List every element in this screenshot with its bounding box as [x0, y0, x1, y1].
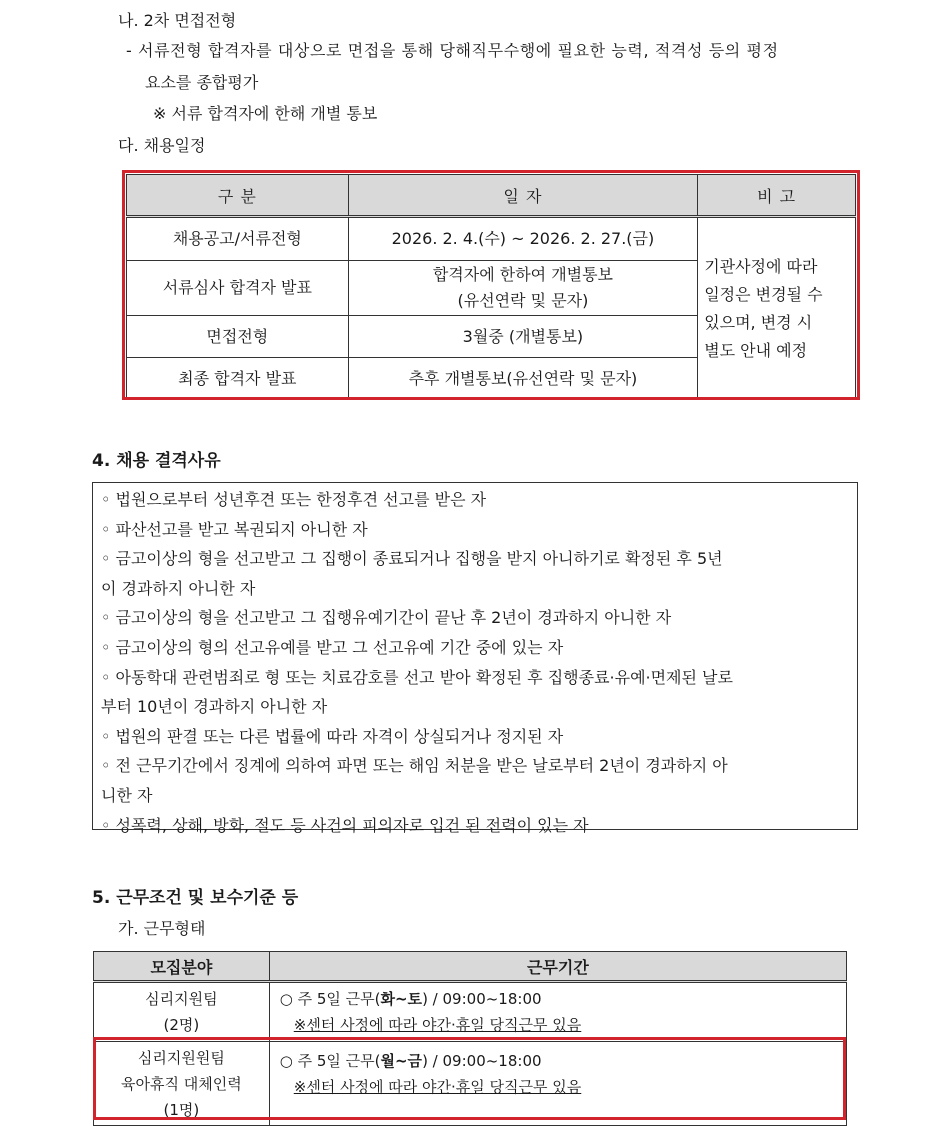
schedule-row-date: 2026. 2. 4.(수) ~ 2026. 2. 27.(금) — [348, 217, 698, 261]
schedule-row-label: 최종 합격자 발표 — [127, 358, 349, 400]
disqualification-line: ◦ 전 근무기간에서 징계에 의하여 파면 또는 해임 처분을 받은 날로부터 2년이 경과하지 아 — [101, 756, 728, 776]
work-schedule-prefix: ○ 주 5일 근무( — [279, 990, 381, 1008]
schedule-date-line: 합격자에 한하여 개별통보 — [432, 265, 614, 284]
schedule-header-remark: 비 고 — [698, 175, 856, 217]
work-field-line: 심리지원팀 — [145, 990, 218, 1008]
work-row-field — [94, 1042, 270, 1126]
disqualification-line: ◦ 금고이상의 형을 선고받고 그 집행유예기간이 끝난 후 2년이 경과하지 아니한 자 — [101, 608, 672, 628]
work-field-line: 육아휴직 대체인력 — [121, 1074, 242, 1093]
work-schedule-days: 화~토 — [380, 990, 423, 1008]
disqualification-line: ◦ 아동학대 관련범죄로 형 또는 치료감호를 선고 받아 확정된 후 집행종료·유예·면제된 날로 — [101, 667, 733, 687]
work-subheading: 가. 근무형태 — [118, 919, 206, 938]
work-field-line: 심리지원원팀 — [137, 1048, 225, 1067]
schedule-remark-line: 별도 안내 예정 — [704, 340, 808, 360]
disqualification-line: ◦ 파산선고를 받고 복권되지 아니한 자 — [101, 519, 368, 539]
schedule-row-date — [348, 261, 698, 316]
work-schedule-suffix: ) / 09:00~18:00 — [422, 1052, 542, 1070]
disqualification-line: ◦ 금고이상의 형을 선고받고 그 집행이 종료되거나 집행을 받지 아니하기로 확정된 후 5년 — [101, 549, 723, 569]
schedule-header-category: 구 분 — [127, 175, 349, 217]
work-schedule-suffix: ) / 09:00~18:00 — [422, 990, 542, 1008]
work-table — [93, 951, 847, 1126]
schedule-date-line: (유선연락 및 문자) — [457, 291, 589, 310]
disqualification-line: 이 경과하지 아니한 자 — [101, 578, 256, 598]
work-header-period: 근무기간 — [269, 952, 846, 982]
work-row-period — [269, 982, 846, 1042]
work-row-field — [94, 982, 270, 1042]
work-schedule — [280, 986, 845, 1012]
work-field-line: (1명) — [163, 1100, 200, 1119]
schedule-remark — [698, 217, 856, 400]
work-note: ※센터 사정에 따라 야간·휴일 당직근무 있음 — [293, 1078, 582, 1096]
schedule-table — [126, 174, 856, 400]
disqualification-line: ◦ 성폭력, 상해, 방화, 절도 등 사건의 피의자로 입건 된 전력이 있는 자 — [101, 815, 589, 835]
schedule-remark-line: 기관사정에 따라 — [704, 256, 818, 276]
work-schedule — [280, 1048, 845, 1074]
schedule-row-date: 3월중 (개별통보) — [348, 316, 698, 358]
disqualification-line: ◦ 법원으로부터 성년후견 또는 한정후견 선고를 받은 자 — [101, 490, 487, 509]
disqualification-line: ◦ 금고이상의 형의 선고유예를 받고 그 선고유예 기간 중에 있는 자 — [101, 637, 564, 657]
work-title: 5. 근무조건 및 보수기준 등 — [92, 888, 299, 908]
disqualification-line: ◦ 법원의 판결 또는 다른 법률에 따라 자격이 상실되거나 정지된 자 — [101, 726, 564, 746]
work-note: ※센터 사정에 따라 야간·휴일 당직근무 있음 — [293, 1016, 582, 1034]
interview-desc-line2: 요소를 종합평가 — [145, 73, 259, 92]
work-field-line: (2명) — [163, 1016, 200, 1034]
work-schedule-days: 월~금 — [380, 1052, 423, 1070]
schedule-remark-line: 일정은 변경될 수 — [704, 284, 823, 304]
interview-note: ※ 서류 합격자에 한해 개별 통보 — [153, 104, 378, 123]
disqualification-box — [92, 482, 858, 835]
work-header-field: 모집분야 — [94, 952, 270, 982]
disqualification-line: 니한 자 — [101, 785, 153, 805]
schedule-row-label: 면접전형 — [127, 316, 349, 358]
work-schedule-prefix: ○ 주 5일 근무( — [279, 1052, 381, 1070]
schedule-heading: 다. 채용일정 — [118, 136, 206, 155]
disqualification-title: 4. 채용 결격사유 — [92, 451, 221, 471]
schedule-row-label: 채용공고/서류전형 — [127, 217, 349, 261]
interview-heading: 나. 2차 면접전형 — [118, 11, 237, 30]
schedule-header-date: 일 자 — [348, 175, 698, 217]
schedule-row-date: 추후 개별통보(유선연락 및 문자) — [348, 358, 698, 400]
schedule-remark-line: 있으며, 변경 시 — [704, 312, 813, 332]
interview-desc-line1: - 서류전형 합격자를 대상으로 면접을 통해 당해직무수행에 필요한 능력, 적격성 등의 평정 — [126, 41, 779, 60]
disqualification-line: 부터 10년이 경과하지 아니한 자 — [101, 697, 328, 717]
schedule-row-label: 서류심사 합격자 발표 — [127, 261, 349, 316]
work-row-period — [269, 1042, 846, 1126]
